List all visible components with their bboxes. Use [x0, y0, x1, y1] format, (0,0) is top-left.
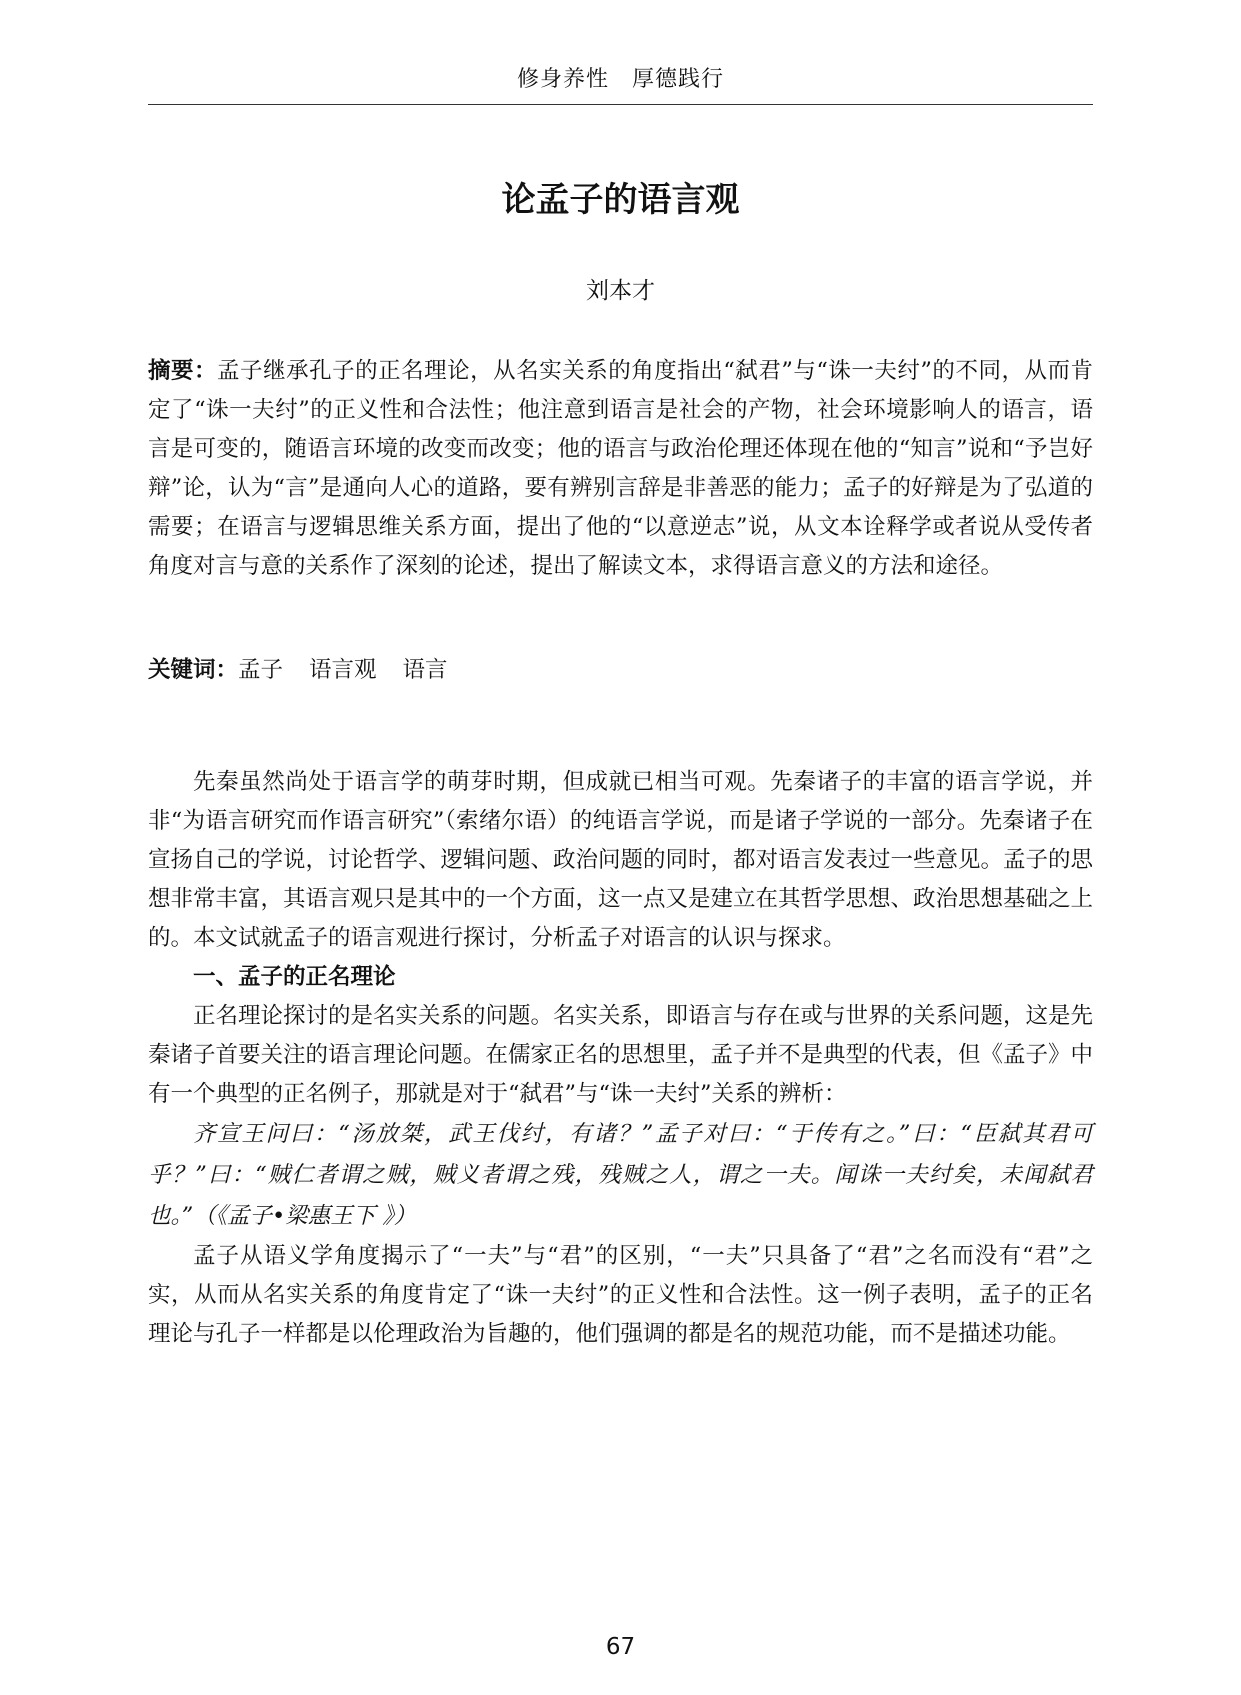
author-name: 刘本才: [586, 278, 655, 304]
abstract-label: 摘要：: [148, 358, 218, 384]
abstract-text: 孟子继承孔子的正名理论，从名实关系的角度指出“弑君”与“诛一夫纣”的不同，从而肯定了“诛一夫纣”的正义性和合法性；他注意到语言是社会的产物，社会环境影响人的语言，语言是可变的，随语言环境的改变而改变；他的语言与政治伦理还体现在他的“知言”说和“予岂好辩”论，认为“言”是通向人心的道路，要有辨别言辞是非善恶的能力；孟子的好辩是为了弘道的需要；在语言与逻辑思维关系方面，提出了他的“以意逆志”说，从文本诠释学或者说从受传者角度对言与意的关系作了深刻的论述，提出了解读文本，求得语言意义的方法和途径。: [148, 358, 1093, 579]
keywords-label: 关键词：: [148, 657, 239, 683]
keyword-item: 语言: [402, 657, 448, 683]
abstract: [148, 352, 1093, 586]
running-header: 修身养性 厚德践行: [516, 67, 724, 92]
intro-paragraph: 先秦虽然尚处于语言学的萌芽时期，但成就已相当可观。先秦诸子的丰富的语言学说，并非“为语言研究而作语言研究”（索绪尔语）的纯语言学说，而是诸子学说的一部分。先秦诸子在宣扬自己的学说，讨论哲学、逻辑问题、政治问题的同时，都对语言发表过一些意见。孟子的思想非常丰富，其语言观只是其中的一个方面，这一点又是建立在其哲学思想、政治思想基础之上的。本文试就孟子的语言观进行探讨，分析孟子对语言的认识与探求。: [148, 769, 1094, 951]
keywords: [148, 651, 1093, 690]
article-title: 论孟子的语言观: [501, 180, 740, 220]
section-heading: 一、孟子的正名理论: [193, 964, 396, 990]
page-number: 67: [605, 1634, 636, 1660]
header-rule: [148, 104, 1093, 105]
paragraph: 正名理论探讨的是名实关系的问题。名实关系，即语言与存在或与世界的关系问题，这是先秦诸子首要关注的语言理论问题。在儒家正名的思想里，孟子并不是典型的代表，但《孟子》中有一个典型的正名例子，那就是对于“弑君”与“诛一夫纣”关系的辨析：: [148, 1003, 1094, 1107]
keyword-item: 孟子: [238, 657, 284, 683]
body-text: [148, 763, 1093, 1354]
block-quote: 齐宣王问曰：“汤放桀，武王伐纣，有诸？”孟子对曰：“于传有之。”曰：“臣弑其君可乎？”曰：“贼仁者谓之贼，贼义者谓之残，残贼之人，谓之一夫。闻诛一夫纣矣，未闻弑君也。”（《孟子•梁惠王下 》）: [148, 1121, 1093, 1229]
paragraph: 孟子从语义学角度揭示了“一夫”与“君”的区别，“一夫”只具备了“君”之名而没有“君”之实，从而从名实关系的角度肯定了“诛一夫纣”的正义性和合法性。这一例子表明，孟子的正名理论与孔子一样都是以伦理政治为旨趣的，他们强调的都是名的规范功能，而不是描述功能。: [148, 1243, 1093, 1347]
keyword-item: 语言观: [309, 657, 377, 683]
